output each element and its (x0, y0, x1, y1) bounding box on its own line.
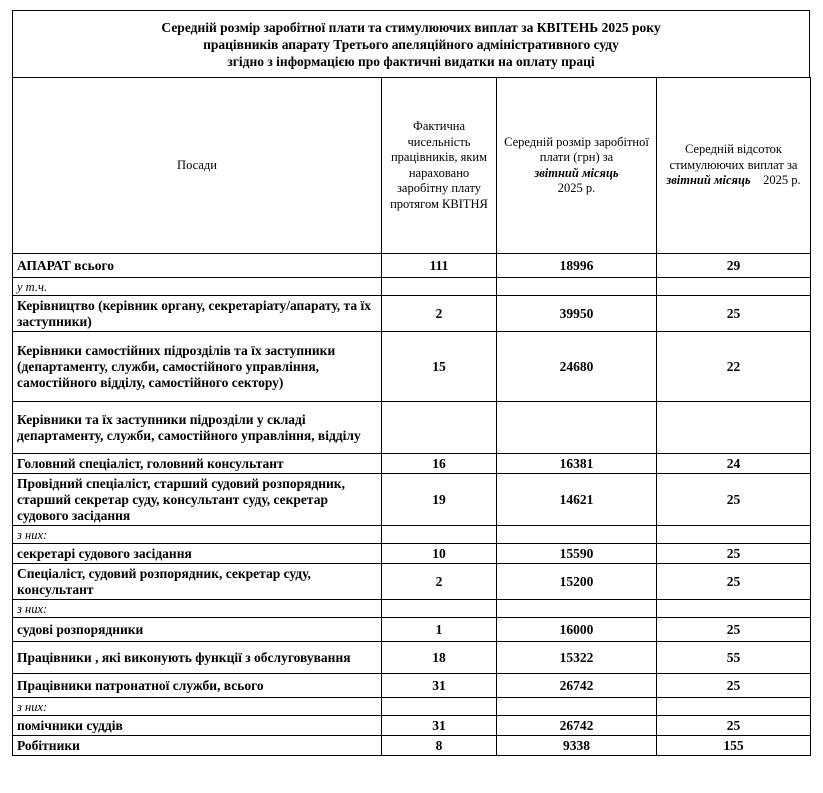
row-count: 18 (382, 642, 497, 674)
salary-report (12, 10, 810, 756)
row-count (382, 600, 497, 618)
row-count (382, 698, 497, 716)
row-salary: 15590 (497, 544, 657, 564)
row-bonus: 25 (657, 544, 811, 564)
table-row (13, 526, 811, 544)
row-label: секретарі судового засідання (13, 544, 382, 564)
row-salary (497, 402, 657, 454)
table-row (13, 254, 811, 278)
row-bonus: 22 (657, 332, 811, 402)
table-row (13, 544, 811, 564)
row-label: з них: (13, 600, 382, 618)
row-bonus (657, 402, 811, 454)
title-line-3: згідно з інформацією про фактичні видатки на оплату праці (227, 53, 595, 69)
row-salary (497, 278, 657, 296)
row-salary (497, 698, 657, 716)
row-bonus (657, 698, 811, 716)
header-bonus: Середній відсоток стимулюючих виплат за звітний місяць 2025 р. (657, 78, 811, 254)
title-line-1: Середній розмір заробітної плати та стимулюючих виплат за КВІТЕНЬ 2025 року (161, 19, 661, 35)
row-bonus: 25 (657, 716, 811, 736)
row-label: Керівництво (керівник органу, секретаріату/апарату, та їх заступники) (13, 296, 382, 332)
row-salary: 16000 (497, 618, 657, 642)
row-salary: 16381 (497, 454, 657, 474)
row-label: АПАРАТ всього (13, 254, 382, 278)
row-salary (497, 526, 657, 544)
row-count (382, 402, 497, 454)
table-row (13, 474, 811, 526)
row-label: Працівники патронатної служби, всього (13, 674, 382, 698)
row-count: 2 (382, 564, 497, 600)
table-row (13, 736, 811, 756)
row-label: Працівники , які виконують функції з обслуговування (13, 642, 382, 674)
row-label: з них: (13, 526, 382, 544)
row-bonus: 25 (657, 474, 811, 526)
row-count (382, 278, 497, 296)
title-line-2: працівників апарату Третього апеляційного адміністративного суду (203, 36, 619, 52)
row-count: 15 (382, 332, 497, 402)
row-count: 2 (382, 296, 497, 332)
row-salary: 15200 (497, 564, 657, 600)
row-bonus: 24 (657, 454, 811, 474)
row-count (382, 526, 497, 544)
row-label: Спеціаліст, судовий розпорядник, секретар суду, консультант (13, 564, 382, 600)
row-salary: 26742 (497, 674, 657, 698)
row-salary: 18996 (497, 254, 657, 278)
table-row (13, 402, 811, 454)
row-bonus (657, 600, 811, 618)
row-count: 10 (382, 544, 497, 564)
row-salary: 24680 (497, 332, 657, 402)
row-count: 8 (382, 736, 497, 756)
row-bonus: 25 (657, 618, 811, 642)
row-bonus: 25 (657, 674, 811, 698)
table-row (13, 698, 811, 716)
row-count: 31 (382, 674, 497, 698)
salary-table (12, 77, 811, 756)
row-count: 16 (382, 454, 497, 474)
row-label: Керівники та їх заступники підрозділи у складі департаменту, служби, самостійного управління, відділу (13, 402, 382, 454)
row-bonus (657, 526, 811, 544)
row-salary: 9338 (497, 736, 657, 756)
header-salary: Середній розмір заробітної плати (грн) за звітний місяць 2025 р. (497, 78, 657, 254)
row-count: 111 (382, 254, 497, 278)
table-row (13, 278, 811, 296)
table-row (13, 600, 811, 618)
row-label: Робітники (13, 736, 382, 756)
row-label: Головний спеціаліст, головний консультант (13, 454, 382, 474)
table-row (13, 642, 811, 674)
row-salary: 14621 (497, 474, 657, 526)
row-count: 1 (382, 618, 497, 642)
table-row (13, 618, 811, 642)
row-label: помічники суддів (13, 716, 382, 736)
report-title (12, 10, 810, 77)
row-bonus: 25 (657, 296, 811, 332)
row-count: 31 (382, 716, 497, 736)
table-row (13, 674, 811, 698)
header-count: Фактична чисельність працівників, яким нараховано заробітну плату протягом КВІТНЯ (382, 78, 497, 254)
row-count: 19 (382, 474, 497, 526)
header-position: Посади (13, 78, 382, 254)
row-label: судові розпорядники (13, 618, 382, 642)
table-row (13, 564, 811, 600)
table-row (13, 332, 811, 402)
table-row (13, 454, 811, 474)
row-bonus: 55 (657, 642, 811, 674)
row-salary: 26742 (497, 716, 657, 736)
table-row (13, 296, 811, 332)
row-salary: 39950 (497, 296, 657, 332)
row-bonus (657, 278, 811, 296)
row-label: з них: (13, 698, 382, 716)
row-salary: 15322 (497, 642, 657, 674)
row-bonus: 29 (657, 254, 811, 278)
row-bonus: 25 (657, 564, 811, 600)
table-row (13, 716, 811, 736)
row-label: у т.ч. (13, 278, 382, 296)
table-header-row (13, 78, 811, 254)
row-label: Керівники самостійних підрозділів та їх заступники (департаменту, служби, самостійного управління, самостійного відділу, самостійного сектору) (13, 332, 382, 402)
row-bonus: 155 (657, 736, 811, 756)
row-salary (497, 600, 657, 618)
row-label: Провідний спеціаліст, старший судовий розпорядник, старший секретар суду, консультант суду, секретар судового засідання (13, 474, 382, 526)
